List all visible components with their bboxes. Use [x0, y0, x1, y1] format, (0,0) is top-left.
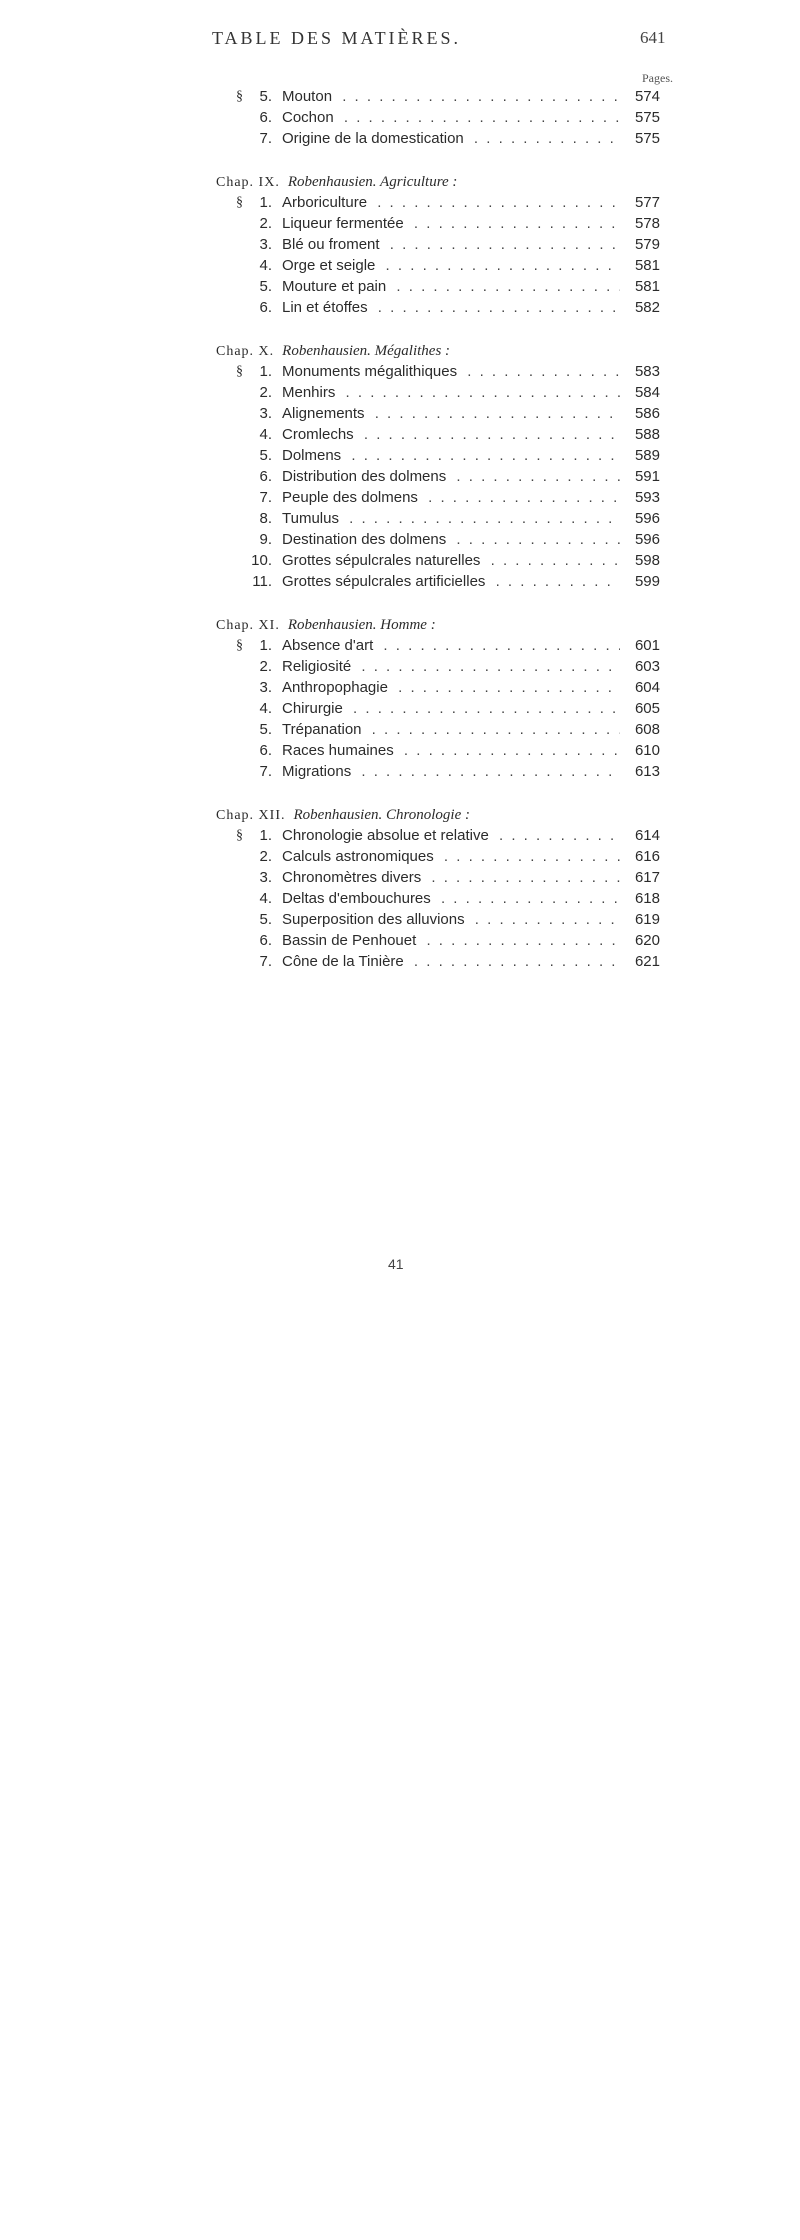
dot-leader: [282, 635, 660, 656]
entry-number: 6.: [259, 468, 272, 485]
entry-number: 6.: [259, 109, 272, 126]
dot-leader: [282, 951, 660, 972]
toc-entry[interactable]: [236, 382, 660, 403]
chapter-heading: [0, 804, 800, 825]
entry-title: Calculs astronomiques: [282, 848, 438, 865]
entry-title: Religiosité: [282, 658, 355, 675]
entry-title: Dolmens: [282, 447, 345, 464]
toc-entry[interactable]: [236, 909, 660, 930]
entry-number: 9.: [259, 531, 272, 548]
entry-page: 605: [620, 698, 660, 1987]
entry-number: 1.: [259, 194, 272, 211]
entry-number: 5.: [259, 88, 272, 105]
entry-title: Distribution des dolmens: [282, 468, 450, 485]
chapter-section: [0, 86, 800, 149]
entry-page: 603: [620, 656, 660, 1945]
dot-leader: [282, 128, 660, 149]
chapter-section: [0, 614, 800, 782]
entry-page: 608: [620, 719, 660, 2008]
entry-page: 613: [620, 761, 660, 2050]
entry-number: 7.: [259, 953, 272, 970]
entry-title: Superposition des alluvions: [282, 911, 469, 928]
chapter-heading: [0, 340, 800, 361]
toc-entry[interactable]: [236, 403, 660, 424]
entry-title: Chronomètres divers: [282, 869, 425, 886]
entry-number: 6.: [259, 932, 272, 949]
toc-entry[interactable]: [236, 719, 660, 740]
entry-title: Anthropophagie: [282, 679, 392, 696]
section-sign: §: [236, 364, 243, 379]
entry-page: 586: [620, 403, 660, 1692]
entry-number: 5.: [259, 447, 272, 464]
dot-leader: [282, 656, 660, 677]
entry-page: 598: [620, 550, 660, 1839]
dot-leader: [282, 107, 660, 128]
entry-title: Grottes sépulcrales artificielles: [282, 573, 489, 590]
dot-leader: [282, 255, 660, 276]
page-header: [0, 28, 800, 52]
entry-number: 11.: [252, 573, 272, 590]
entry-title: Trépanation: [282, 721, 366, 738]
toc-entry[interactable]: [236, 128, 660, 149]
running-title: TABLE DES MATIÈRES.: [212, 28, 462, 48]
signature-mark: 41: [388, 1256, 404, 1272]
dot-leader: [282, 86, 660, 107]
toc-entry[interactable]: [236, 740, 660, 761]
entry-page: 616: [620, 846, 660, 2135]
dot-leader: [282, 719, 660, 740]
section-sign: §: [236, 828, 243, 843]
toc-entry[interactable]: [236, 846, 660, 867]
entry-title: Destination des dolmens: [282, 531, 450, 548]
chapter-label: Chap. XII.: [216, 808, 286, 823]
entry-page: 589: [620, 445, 660, 1734]
entry-title: Peuple des dolmens: [282, 489, 422, 506]
dot-leader: [282, 382, 660, 403]
toc-entry[interactable]: [236, 466, 660, 487]
toc-entry[interactable]: [236, 86, 660, 107]
entry-title: Deltas d'embouchures: [282, 890, 435, 907]
entry-title: Absence d'art: [282, 637, 377, 654]
entry-page: 588: [620, 424, 660, 1713]
dot-leader: [282, 466, 660, 487]
entry-page: 610: [620, 740, 660, 2029]
toc-entry[interactable]: [236, 571, 660, 592]
entry-title: Orge et seigle: [282, 257, 379, 274]
toc-entry[interactable]: [236, 361, 660, 382]
entry-title: Mouture et pain: [282, 278, 390, 295]
entry-title: Alignements: [282, 405, 369, 422]
entry-title: Menhirs: [282, 384, 339, 401]
entry-number: 8.: [259, 510, 272, 527]
dot-leader: [282, 550, 660, 571]
section-sign: §: [236, 89, 243, 104]
entry-title: Liqueur fermentée: [282, 215, 408, 232]
entry-title: Monuments mégalithiques: [282, 363, 461, 380]
entry-number: 4.: [259, 426, 272, 443]
dot-leader: [282, 677, 660, 698]
dot-leader: [282, 698, 660, 719]
dot-leader: [282, 424, 660, 445]
entry-number: 6.: [259, 742, 272, 759]
toc-entry[interactable]: [236, 445, 660, 466]
chapter-title: Robenhausien. Mégalithes :: [282, 343, 451, 359]
entry-page: 618: [620, 888, 660, 2177]
entry-number: 6.: [259, 299, 272, 316]
toc-entry[interactable]: [236, 951, 660, 972]
toc-entry[interactable]: [236, 276, 660, 297]
entry-number: 4.: [259, 890, 272, 907]
chapter-section: [0, 340, 800, 592]
dot-leader: [282, 909, 660, 930]
entry-number: 5.: [259, 721, 272, 738]
entry-page: 591: [620, 466, 660, 1755]
chapter-title: Robenhausien. Agriculture :: [287, 174, 458, 190]
entry-number: 2.: [259, 215, 272, 232]
entry-page: 617: [620, 867, 660, 2156]
toc-entry[interactable]: [236, 761, 660, 782]
entry-number: 3.: [259, 236, 272, 253]
entry-number: 1.: [259, 363, 272, 380]
dot-leader: [282, 445, 660, 466]
section-sign: §: [236, 638, 243, 653]
entry-number: 7.: [259, 130, 272, 147]
entry-number: 2.: [259, 384, 272, 401]
toc-entry[interactable]: [236, 677, 660, 698]
entry-title: Migrations: [282, 763, 355, 780]
dot-leader: [282, 571, 660, 592]
entry-title: Races humaines: [282, 742, 398, 759]
chapter-title: Robenhausien. Chronologie :: [293, 807, 471, 823]
page-number: 641: [640, 28, 666, 47]
dot-leader: [282, 867, 660, 888]
entry-title: Grottes sépulcrales naturelles: [282, 552, 484, 569]
dot-leader: [282, 297, 660, 318]
toc-entry[interactable]: [236, 656, 660, 677]
entry-page: 575: [620, 107, 660, 1396]
entry-page: 596: [620, 508, 660, 1797]
entry-title: Origine de la domestication: [282, 130, 468, 147]
entry-title: Chirurgie: [282, 700, 347, 717]
entry-number: 3.: [259, 679, 272, 696]
toc-entry[interactable]: [236, 192, 660, 213]
chapter-section: [0, 171, 800, 318]
entry-page: 604: [620, 677, 660, 1966]
dot-leader: [282, 930, 660, 951]
entry-page: 582: [620, 297, 660, 1586]
entry-title: Bassin de Penhouet: [282, 932, 420, 949]
entry-number: 10.: [251, 552, 272, 569]
toc-entry[interactable]: [236, 255, 660, 276]
entry-title: Tumulus: [282, 510, 343, 527]
toc-entry[interactable]: [236, 930, 660, 951]
entry-title: Chronologie absolue et relative: [282, 827, 493, 844]
entry-page: 601: [620, 635, 660, 1924]
dot-leader: [282, 825, 660, 846]
dot-leader: [282, 487, 660, 508]
entry-title: Arboriculture: [282, 194, 371, 211]
table-of-contents: [0, 86, 800, 994]
entry-number: 7.: [259, 489, 272, 506]
toc-entry[interactable]: [236, 234, 660, 255]
chapter-label: Chap. IX.: [216, 175, 280, 190]
toc-entry[interactable]: [236, 825, 660, 846]
entry-title: Cromlechs: [282, 426, 358, 443]
section-sign: §: [236, 195, 243, 210]
toc-entry[interactable]: [236, 888, 660, 909]
entry-number: 3.: [259, 405, 272, 422]
toc-entry[interactable]: [236, 487, 660, 508]
entry-title: Cochon: [282, 109, 338, 126]
dot-leader: [282, 192, 660, 213]
toc-entry[interactable]: [236, 529, 660, 550]
entry-page: 578: [620, 213, 660, 1502]
chapter-label: Chap. X.: [216, 344, 275, 359]
toc-entry[interactable]: [236, 424, 660, 445]
dot-leader: [282, 276, 660, 297]
entry-page: 614: [620, 825, 660, 2114]
toc-entry[interactable]: [236, 297, 660, 318]
entry-number: 3.: [259, 869, 272, 886]
entry-title: Lin et étoffes: [282, 299, 372, 316]
toc-entry[interactable]: [236, 698, 660, 719]
entry-page: 575: [620, 128, 660, 1417]
entry-page: 581: [620, 255, 660, 1544]
dot-leader: [282, 508, 660, 529]
dot-leader: [282, 529, 660, 550]
dot-leader: [282, 234, 660, 255]
chapter-heading: [0, 171, 800, 192]
toc-entry[interactable]: [236, 213, 660, 234]
entry-number: 5.: [259, 278, 272, 295]
entry-page: 581: [620, 276, 660, 1565]
toc-entry[interactable]: [236, 635, 660, 656]
entry-number: 4.: [259, 700, 272, 717]
entry-page: 620: [620, 930, 660, 2219]
toc-entry[interactable]: [236, 550, 660, 571]
chapter-heading: [0, 614, 800, 635]
entry-page: 579: [620, 234, 660, 1523]
dot-leader: [282, 213, 660, 234]
pages-column-label: Pages.: [642, 71, 673, 85]
entry-page: 577: [620, 192, 660, 1481]
entry-title: Blé ou froment: [282, 236, 384, 253]
toc-entry[interactable]: [236, 867, 660, 888]
entry-number: 2.: [259, 848, 272, 865]
entry-page: 619: [620, 909, 660, 2198]
entry-number: 5.: [259, 911, 272, 928]
entry-page: 596: [620, 529, 660, 1818]
dot-leader: [282, 761, 660, 782]
entry-page: 584: [620, 382, 660, 1671]
chapter-label: Chap. XI.: [216, 618, 280, 633]
entry-number: 4.: [259, 257, 272, 274]
dot-leader: [282, 846, 660, 867]
chapter-title: Robenhausien. Homme :: [287, 617, 436, 633]
entry-number: 1.: [259, 637, 272, 654]
dot-leader: [282, 361, 660, 382]
chapter-section: [0, 804, 800, 972]
entry-page: 574: [620, 86, 660, 1375]
entry-number: 7.: [259, 763, 272, 780]
entry-page: 599: [620, 571, 660, 1860]
dot-leader: [282, 888, 660, 909]
entry-page: 593: [620, 487, 660, 1776]
entry-title: Cône de la Tinière: [282, 953, 408, 970]
entry-number: 1.: [259, 827, 272, 844]
toc-entry[interactable]: [236, 107, 660, 128]
entry-title: Mouton: [282, 88, 336, 105]
dot-leader: [282, 740, 660, 761]
entry-page: 583: [620, 361, 660, 1650]
entry-number: 2.: [259, 658, 272, 675]
toc-entry[interactable]: [236, 508, 660, 529]
dot-leader: [282, 403, 660, 424]
entry-page: 621: [620, 951, 660, 2240]
